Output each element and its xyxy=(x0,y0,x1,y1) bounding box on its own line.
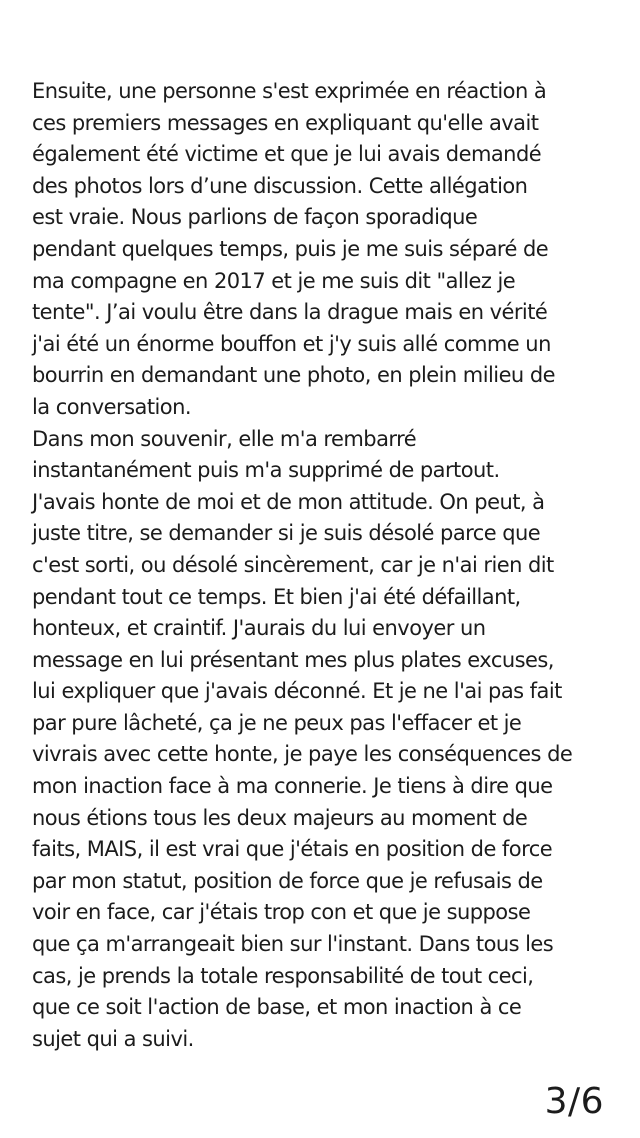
text-line: ma compagne en 2017 et je me suis dit "allez je xyxy=(32,268,516,293)
text-line: instantanément puis m'a supprimé de partout. xyxy=(32,458,500,483)
text-line: est vraie. Nous parlions de façon sporadique xyxy=(32,205,478,230)
text-line: cas, je prends la totale responsabilité de tout ceci, xyxy=(32,963,534,988)
text-line: c'est sorti, ou désolé sincèrement, car je n'ai rien dit xyxy=(32,552,554,577)
text-line: tente". J’ai voulu être dans la drague mais en vérité xyxy=(32,300,548,325)
text-line: J'avais honte de moi et de mon attitude. On peut, à xyxy=(32,489,545,514)
text-line: bourrin en demandant une photo, en plein milieu de xyxy=(32,363,555,388)
text-line: lui expliquer que j'avais déconné. Et je ne l'ai pas fait xyxy=(32,679,562,704)
text-line: que ça m'arrangeait bien sur l'instant. Dans tous les xyxy=(32,932,554,957)
page-number: 3/6 xyxy=(544,1081,604,1122)
text-line: pendant tout ce temps. Et bien j'ai été défaillant, xyxy=(32,584,521,609)
text-line: Dans mon souvenir, elle m'a rembarré xyxy=(32,426,417,451)
text-line: la conversation. xyxy=(32,394,191,419)
text-line: nous étions tous les deux majeurs au moment de xyxy=(32,805,528,830)
text-line: faits, MAIS, il est vrai que j'étais en position de force xyxy=(32,837,553,862)
text-line: sujet qui a suivi. xyxy=(32,1026,194,1051)
text-line: des photos lors d’une discussion. Cette allégation xyxy=(32,173,528,198)
text-line: également été victime et que je lui avais demandé xyxy=(32,142,542,167)
text-line: honteux, et craintif. J'aurais du lui envoyer un xyxy=(32,616,486,641)
text-line: par mon statut, position de force que je refusais de xyxy=(32,868,543,893)
text-line: que ce soit l'action de base, et mon inaction à ce xyxy=(32,995,522,1020)
text-line: par pure lâcheté, ça je ne peux pas l'effacer et je xyxy=(32,710,522,735)
text-line: vivrais avec cette honte, je paye les conséquences de xyxy=(32,742,573,767)
text-line: j'ai été un énorme bouffon et j'y suis allé comme un xyxy=(32,331,551,356)
text-line: ces premiers messages en expliquant qu'elle avait xyxy=(32,110,539,135)
text-line: pendant quelques temps, puis je me suis séparé de xyxy=(32,236,549,261)
statement-text xyxy=(32,76,622,1055)
text-line: juste titre, se demander si je suis désolé parce que xyxy=(32,521,541,546)
text-line: voir en face, car j'étais trop con et que je suppose xyxy=(32,900,531,925)
text-line: Ensuite, une personne s'est exprimée en réaction à xyxy=(32,79,547,103)
text-line: mon inaction face à ma connerie. Je tiens à dire que xyxy=(32,774,553,799)
text-line: message en lui présentant mes plus plates excuses, xyxy=(32,647,554,672)
